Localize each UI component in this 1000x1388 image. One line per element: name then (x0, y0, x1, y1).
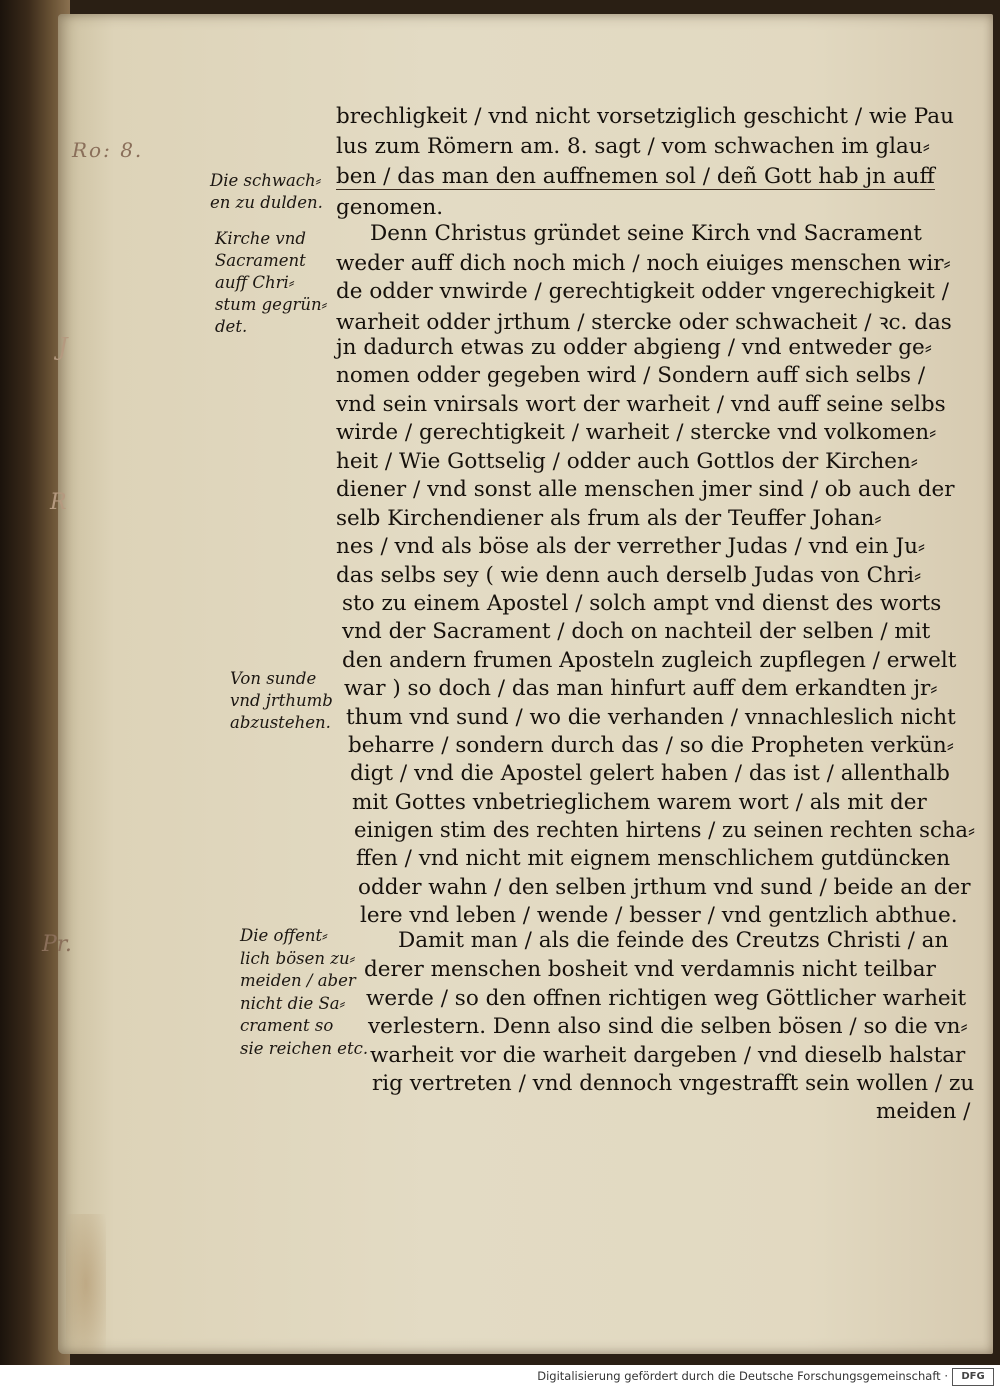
margin-note-line: Sacrament (215, 251, 306, 270)
text-line: odder wahn / den selben jrthum vnd sund / beide an der (358, 875, 971, 900)
margin-note-church (215, 228, 327, 338)
text-line: weder auff dich noch mich / noch eiuiges menschen wir⸗ (336, 251, 951, 276)
margin-note-line: Von sunde (230, 669, 317, 688)
margin-note-sin (230, 668, 333, 734)
margin-note-avoid (240, 925, 368, 1060)
text-line: digt / vnd die Apostel gelert haben / das ist / allenthalb (350, 761, 950, 786)
text-line: nes / vnd als böse als der verrether Judas / vnd ein Ju⸗ (336, 534, 926, 559)
handwritten-note-ro: Ro: 8. (72, 138, 144, 162)
text-line: jn dadurch etwas zu odder abgieng / vnd entweder ge⸗ (336, 335, 932, 360)
text-line: meiden / (876, 1099, 971, 1124)
text-line: warheit vor die warheit dargeben / vnd dieselb halstar (370, 1043, 966, 1068)
text-line: warheit odder jrthum / stercke oder schwacheit / ꝛc. das (336, 310, 952, 335)
margin-note-line: Die offent⸗ (240, 926, 328, 945)
dfg-logo: DFG (952, 1368, 994, 1386)
margin-note-line: sie reichen etc. (240, 1038, 369, 1058)
handwritten-note-pr: Pr. (42, 932, 72, 957)
text-line: ben / das man den auffnemen sol / deñ Gott hab jn auff (336, 164, 935, 189)
text-line: ffen / vnd nicht mit eignem menschlichem gutdüncken (356, 846, 951, 871)
text-line: einigen stim des rechten hirtens / zu seinen rechten scha⸗ (354, 818, 976, 843)
text-line: wirde / gerechtigkeit / warheit / stercke vnd volkomen⸗ (336, 420, 937, 445)
text-line: vnd sein vnirsals wort der warheit / vnd auff seine selbs (336, 392, 946, 417)
text-line: de odder vnwirde / gerechtigkeit odder vngerechigkeit / (336, 279, 949, 304)
margin-note-line: stum gegrün⸗ (215, 295, 328, 314)
text-line: das selbs sey ( wie denn auch derselb Judas von Chri⸗ (336, 563, 922, 588)
handwritten-note-r: R (50, 490, 67, 515)
text-line: derer menschen bosheit vnd verdamnis nicht teilbar (364, 957, 936, 982)
text-line: brechligkeit / vnd nicht vorsetziglich geschicht / wie Pau (336, 104, 954, 129)
margin-note-line: det. (215, 317, 248, 336)
text-line: thum vnd sund / wo die verhanden / vnnachleslich nicht (346, 705, 956, 730)
text-line: selb Kirchendiener als frum als der Teuffer Johan⸗ (336, 506, 882, 531)
text-line: lus zum Römern am. 8. sagt / vom schwachen im glau⸗ (336, 134, 930, 159)
margin-note-line: Kirche vnd (215, 229, 306, 248)
margin-note-line: auff Chri⸗ (215, 273, 295, 292)
footer-credit: Digitalisierung gefördert durch die Deutsche Forschungsgemeinschaft · (537, 1369, 948, 1383)
text-line: sto zu einem Apostel / solch ampt vnd dienst des worts (342, 591, 942, 616)
text-line: nomen odder gegeben wird / Sondern auff sich selbs / (336, 363, 926, 388)
text-line: verlestern. Denn also sind die selben bösen / so die vn⸗ (368, 1014, 968, 1039)
margin-note-line: lich bösen zu⸗ (240, 948, 356, 968)
margin-note-weak (210, 170, 323, 214)
text-line: Denn Christus gründet seine Kirch vnd Sacrament (370, 221, 922, 246)
text-line: den andern frumen Aposteln zugleich zupflegen / erwelt (342, 648, 957, 673)
margin-note-line: crament so (240, 1016, 334, 1035)
margin-note-line: nicht die Sa⸗ (240, 993, 346, 1013)
margin-note-line: meiden / aber (240, 971, 356, 990)
text-line: lere vnd leben / wende / besser / vnd gentzlich abthue. (360, 903, 958, 928)
handwritten-note-j: J (58, 333, 68, 361)
margin-note-line: Die schwach⸗ (210, 171, 322, 190)
text-line: rig vertreten / vnd dennoch vngestrafft sein wollen / zu (372, 1071, 975, 1096)
text-line: mit Gottes vnbetrieglichem warem wort / als mit der (352, 790, 927, 815)
text-line: werde / so den offnen richtigen weg Göttlicher warheit (366, 986, 967, 1011)
text-line: beharre / sondern durch das / so die Propheten verkün⸗ (348, 733, 954, 758)
footer-bar (0, 1365, 1000, 1388)
text-line: heit / Wie Gottselig / odder auch Gottlos der Kirchen⸗ (336, 449, 918, 474)
page-stain (66, 1214, 106, 1354)
margin-note-line: en zu dulden. (210, 193, 323, 212)
text-line: vnd der Sacrament / doch on nachteil der selben / mit (342, 619, 931, 644)
text-line: war ) so doch / das man hinfurt auff dem erkandten jr⸗ (344, 676, 938, 701)
text-line: diener / vnd sonst alle menschen jmer sind / ob auch der (336, 477, 955, 502)
margin-note-line: abzustehen. (230, 713, 331, 732)
text-line: Damit man / als die feinde des Creutzs Christi / an (398, 928, 949, 953)
margin-note-line: vnd jrthumb (230, 691, 333, 710)
text-line: genomen. (336, 195, 444, 220)
